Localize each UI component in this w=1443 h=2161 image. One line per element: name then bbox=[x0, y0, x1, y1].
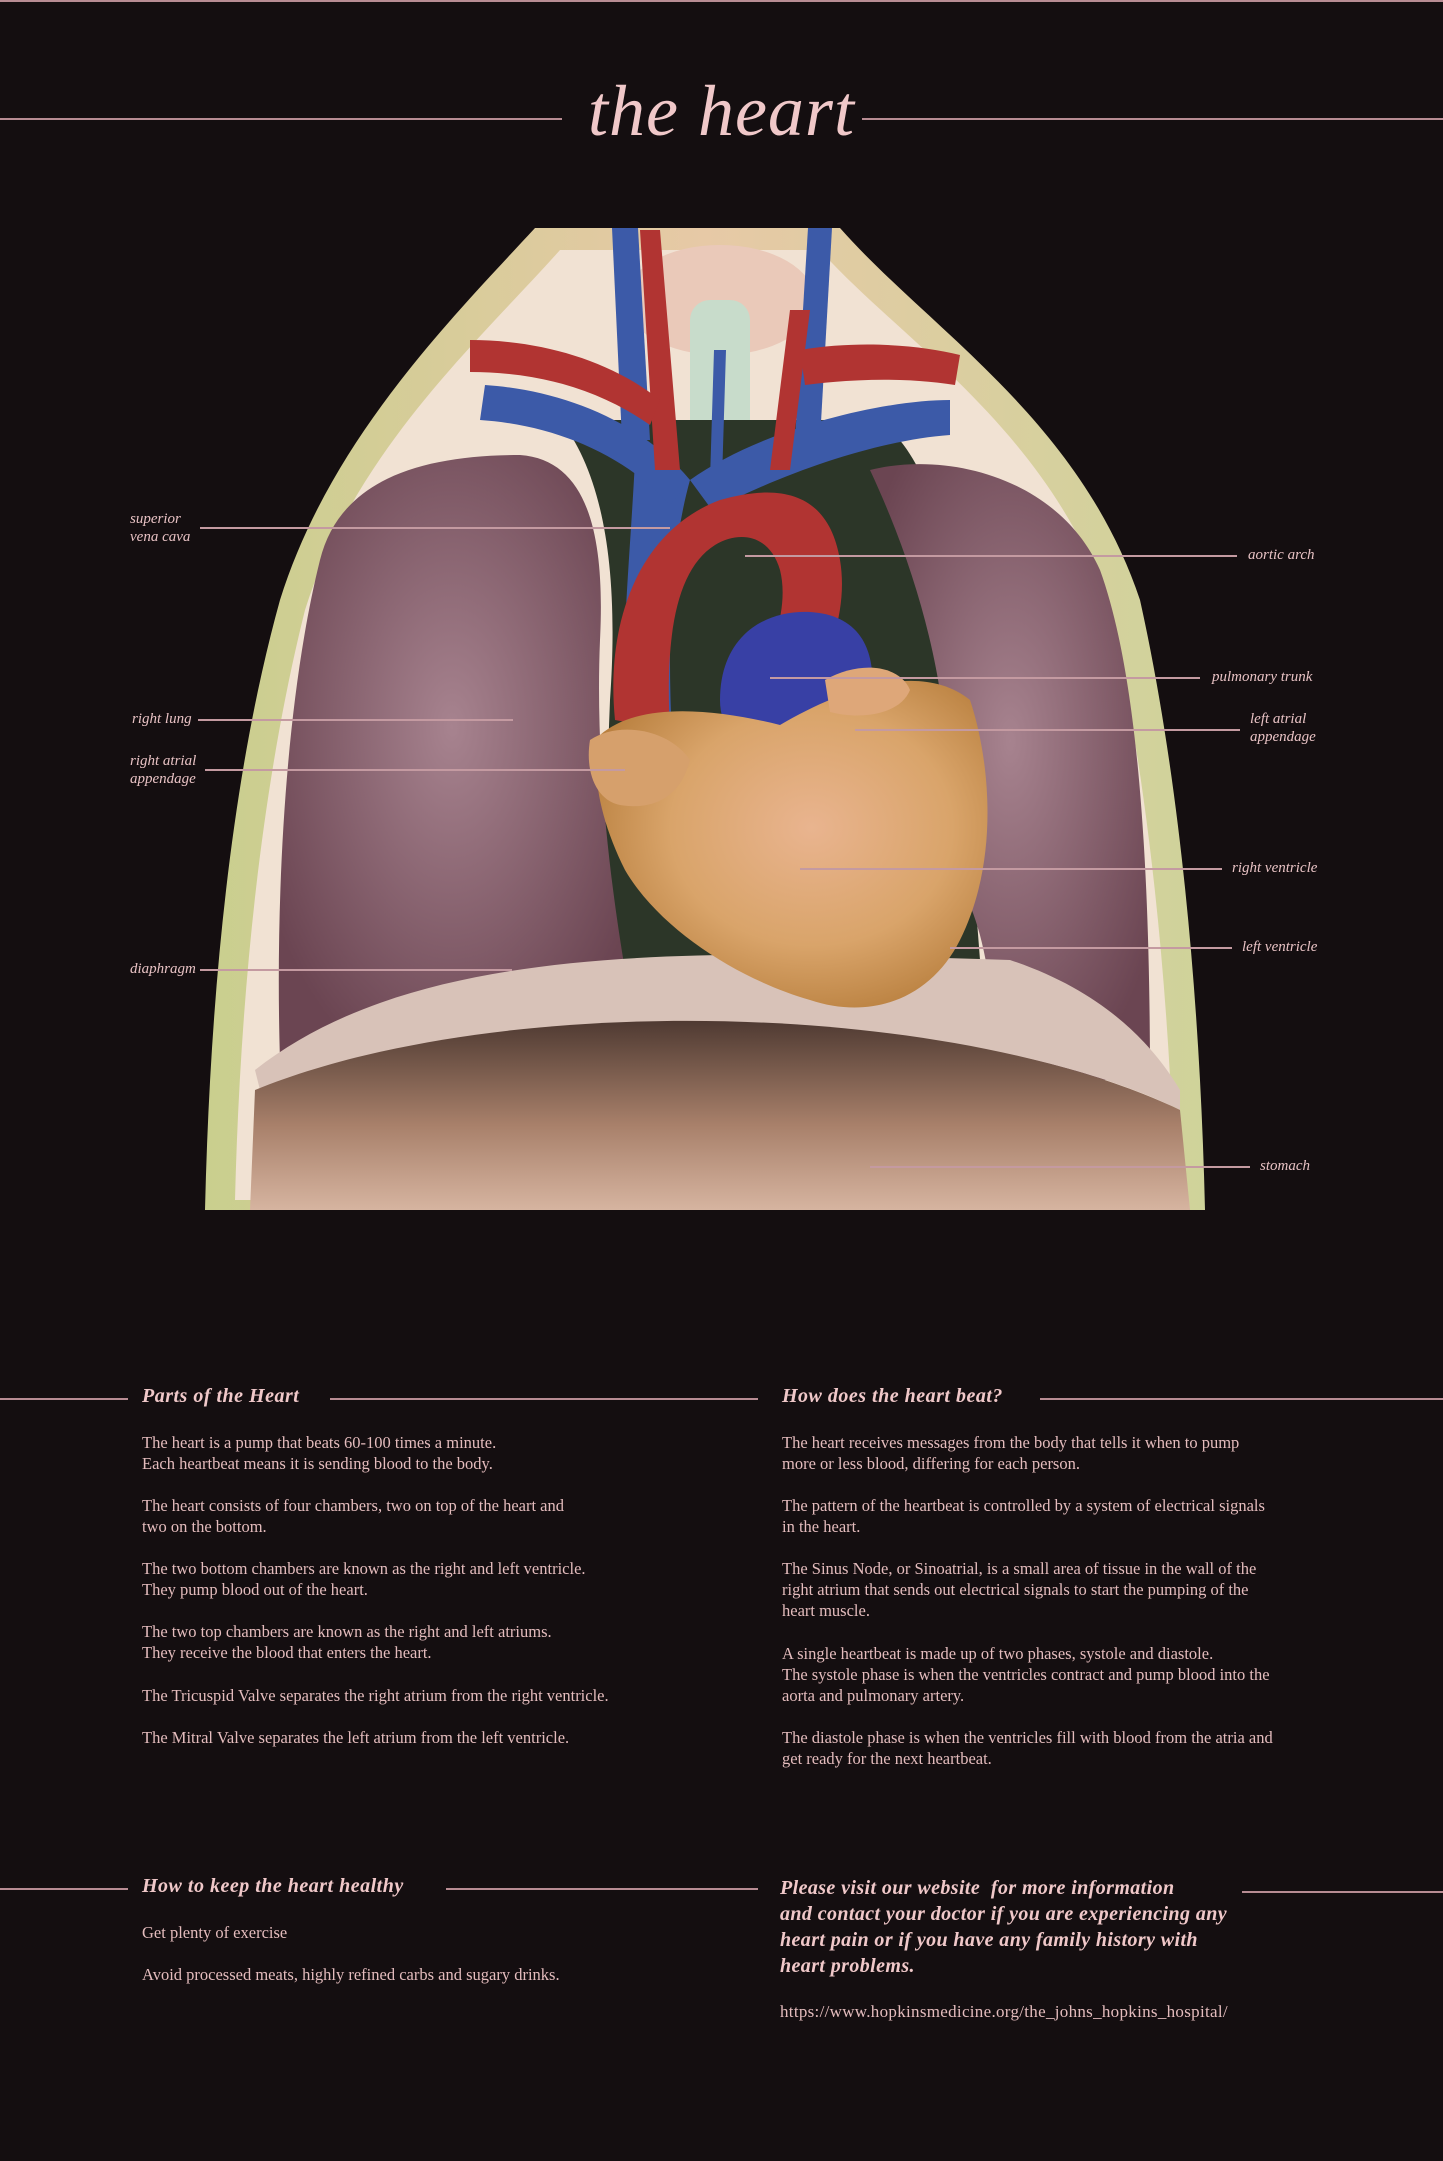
visit-text: Please visit our website for more information and contact your doctor if you are experiencing any heart pain or if you have any family history with heart problems. bbox=[780, 1877, 1228, 1977]
label-right-atrial: right atrial appendage bbox=[130, 753, 197, 787]
parts-title: Parts of the Heart bbox=[142, 1385, 300, 1407]
label-svc: superior vena cava bbox=[130, 511, 191, 545]
leader-aortic-arch bbox=[745, 555, 1237, 557]
healthy-item-2: Avoid processed meats, highly refined carbs and sugary drinks. bbox=[142, 1965, 560, 1984]
parts-para-4: The two top chambers are known as the right and left atriums. They receive the blood that enters the heart. bbox=[142, 1622, 552, 1662]
parts-para-5: The Tricuspid Valve separates the right atrium from the right ventricle. bbox=[142, 1686, 609, 1705]
label-pulmonary-trunk: pulmonary trunk bbox=[1212, 669, 1313, 685]
label-stomach: stomach bbox=[1260, 1158, 1310, 1174]
leader-left-atrial bbox=[855, 729, 1240, 731]
leader-right-lung bbox=[198, 719, 513, 721]
beat-para-3: The Sinus Node, or Sinoatrial, is a small area of tissue in the wall of the right atrium that sends out electrical signals to start the pumping of the heart muscle. bbox=[782, 1559, 1257, 1620]
leader-diaphragm bbox=[200, 969, 512, 971]
website-link[interactable]: https://www.hopkinsmedicine.org/the_johns_hopkins_hospital/ bbox=[780, 2002, 1228, 2021]
beat-title: How does the heart beat? bbox=[782, 1385, 1003, 1407]
healthy-rule-left bbox=[0, 1888, 128, 1890]
page-title: the heart bbox=[588, 71, 855, 151]
label-right-ventricle: right ventricle bbox=[1232, 860, 1318, 876]
label-aortic-arch: aortic arch bbox=[1248, 547, 1315, 563]
label-diaphragm: diaphragm bbox=[130, 961, 196, 977]
label-right-lung: right lung bbox=[132, 711, 192, 727]
label-left-atrial: left atrial appendage bbox=[1250, 711, 1316, 745]
parts-rule-right bbox=[330, 1398, 758, 1400]
leader-pulmonary-trunk bbox=[770, 677, 1200, 679]
beat-para-2: The pattern of the heartbeat is controlled by a system of electrical signals in the heart. bbox=[782, 1496, 1265, 1536]
leader-right-ventricle bbox=[800, 868, 1222, 870]
leader-left-ventricle bbox=[950, 947, 1232, 949]
leader-svc bbox=[200, 527, 670, 529]
beat-rule-right bbox=[1040, 1398, 1443, 1400]
healthy-rule-right bbox=[446, 1888, 758, 1890]
healthy-title: How to keep the heart healthy bbox=[142, 1875, 404, 1897]
beat-para-1: The heart receives messages from the body that tells it when to pump more or less blood, differing for each person. bbox=[782, 1433, 1240, 1473]
healthy-item-1: Get plenty of exercise bbox=[142, 1923, 288, 1942]
parts-para-1: The heart is a pump that beats 60-100 times a minute. Each heartbeat means it is sending blood to the body. bbox=[142, 1433, 497, 1473]
parts-para-2: The heart consists of four chambers, two on top of the heart and two on the bottom. bbox=[142, 1496, 564, 1536]
parts-para-3: The two bottom chambers are known as the right and left ventricle. They pump blood out of the heart. bbox=[142, 1559, 586, 1599]
leader-stomach bbox=[870, 1166, 1250, 1168]
beat-para-5: The diastole phase is when the ventricles fill with blood from the atria and get ready for the next heartbeat. bbox=[782, 1728, 1273, 1768]
label-left-ventricle: left ventricle bbox=[1242, 939, 1318, 955]
leader-right-atrial bbox=[205, 769, 625, 771]
parts-rule-left bbox=[0, 1398, 128, 1400]
subclavian-right bbox=[800, 345, 960, 385]
visit-rule-right bbox=[1242, 1891, 1443, 1893]
parts-para-6: The Mitral Valve separates the left atrium from the left ventricle. bbox=[142, 1728, 570, 1747]
beat-para-4: A single heartbeat is made up of two phases, systole and diastole. The systole phase is when the ventricles contract and pump blood into the aorta and pulmonary artery. bbox=[782, 1644, 1270, 1705]
